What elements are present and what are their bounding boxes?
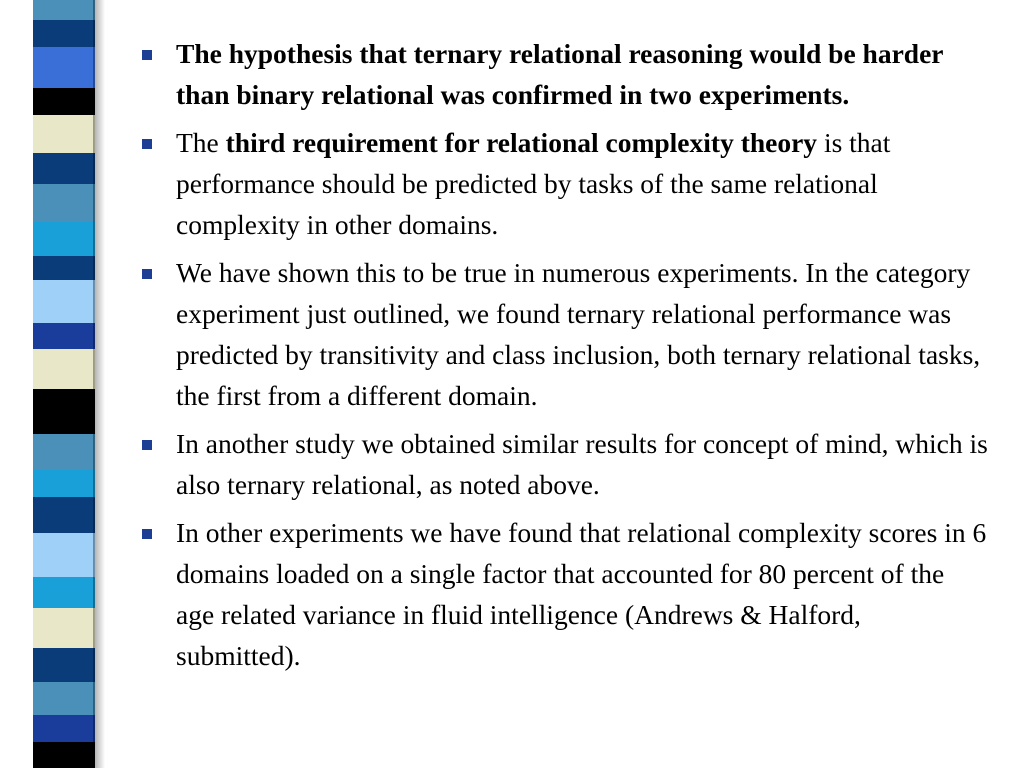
- stripe-segment: [33, 682, 95, 715]
- text-run: We have shown this to be true in numerous experiments. In the category experiment just outlined, we found ternary relational performance was predicted by transitivity and class inclusion, both ternary relational tasks, the first from a different domain.: [176, 257, 981, 411]
- stripe-segment: [33, 742, 95, 768]
- text-run: In other experiments we have found that relational complexity scores in 6 domains loaded on a single factor that accounted for 80 percent of the age related variance in fluid intelligence (Andrews & Halford, submitted).: [176, 517, 987, 671]
- stripe-segment: [33, 434, 95, 470]
- stripe-segment: [33, 153, 95, 184]
- stripe-segment: [33, 715, 95, 742]
- square-bullet-icon: [142, 529, 152, 539]
- stripe-shadow: [93, 0, 105, 768]
- bullet-item: [138, 252, 988, 416]
- stripe-segment: [33, 389, 95, 434]
- square-bullet-icon: [142, 50, 152, 60]
- bullet-item: [138, 512, 988, 676]
- text-run: The: [176, 127, 226, 158]
- bullet-item: [138, 423, 988, 505]
- bullet-item: [138, 33, 988, 115]
- bullet-text: [176, 423, 988, 505]
- stripe-segment: [33, 88, 95, 115]
- square-bullet-icon: [142, 440, 152, 450]
- bold-text: third requirement for relational complexity theory: [225, 127, 818, 158]
- stripe-segment: [33, 0, 95, 20]
- text-run: In another study we obtained similar results for concept of mind, which is also ternary relational, as noted above.: [176, 428, 988, 500]
- slide-body: [138, 33, 988, 683]
- stripe-segment: [33, 222, 95, 256]
- stripe-segment: [33, 608, 95, 648]
- stripe-segment: [33, 497, 95, 533]
- text-run: is that performance should be predicted by tasks of the same relational complexity in other domains.: [176, 127, 891, 240]
- square-bullet-icon: [142, 269, 152, 279]
- bullet-item: [138, 122, 988, 245]
- stripe-segment: [33, 280, 95, 323]
- stripe-segment: [33, 256, 95, 280]
- bullet-text: [176, 33, 988, 115]
- stripe-segment: [33, 648, 95, 682]
- bullet-text: [176, 512, 988, 676]
- decorative-stripe: [33, 0, 95, 768]
- stripe-segment: [33, 115, 95, 153]
- bullet-text: [176, 122, 988, 245]
- stripe-segment: [33, 349, 95, 389]
- stripe-segment: [33, 323, 95, 348]
- bold-text: The hypothesis that ternary relational reasoning would be harder than binary relational was confirmed in two experiments.: [176, 38, 943, 110]
- stripe-segment: [33, 47, 95, 88]
- bullet-text: [176, 252, 988, 416]
- stripe-segment: [33, 533, 95, 576]
- stripe-segment: [33, 20, 95, 47]
- stripe-segment: [33, 184, 95, 222]
- stripe-segment: [33, 577, 95, 608]
- stripe-segment: [33, 470, 95, 497]
- square-bullet-icon: [142, 139, 152, 149]
